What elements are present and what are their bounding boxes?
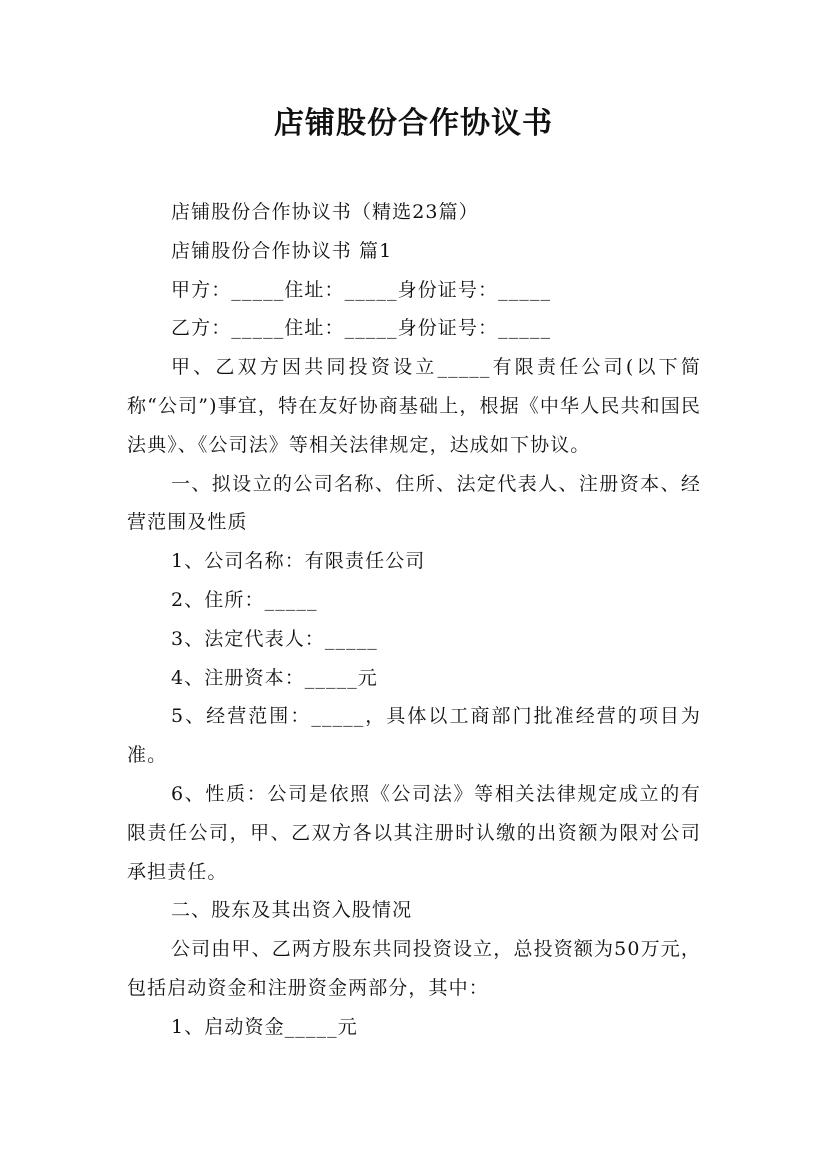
investment-paragraph: 公司由甲、乙两方股东共同投资设立，总投资额为50万元，包括启动资金和注册资金两部分，其中：: [127, 938, 701, 999]
clause-item: 2、住所：_____: [171, 588, 318, 611]
clause-heading-1: 一、拟设立的公司名称、住所、法定代表人、注册资本、经营范围及性质: [127, 472, 701, 534]
clause-item: 1、启动资金_____元: [171, 1015, 358, 1038]
preamble-paragraph: 甲、乙双方因共同投资设立_____有限责任公司(以下简称“公司”)事宜，特在友好协商基础上，根据《中华人民共和国民法典》、《公司法》等相关法律规定，达成如下协议。: [127, 356, 701, 456]
party-a-line: 甲方：_____住址：_____身份证号：_____: [171, 278, 552, 301]
party-b-line: 乙方：_____住址：_____身份证号：_____: [171, 317, 552, 340]
clause-item: 1、公司名称：有限责任公司: [171, 550, 426, 573]
section-heading-paragraph: 店铺股份合作协议书 篇1: [171, 239, 393, 262]
document-title: 店铺股份合作协议书: [274, 106, 553, 141]
clause-item: 5、经营范围：_____，具体以工商部门批准经营的项目为准。: [127, 705, 701, 767]
subtitle-paragraph: 店铺股份合作协议书（精选23篇）: [171, 201, 479, 223]
document-body: [127, 193, 701, 1047]
clause-item: 3、法定代表人：_____: [171, 627, 378, 650]
clause-heading-2: 二、股东及其出资入股情况: [171, 899, 413, 922]
clause-item: 6、性质：公司是依照《公司法》等相关法律规定成立的有限责任公司，甲、乙双方各以其注册时认缴的出资额为限对公司承担责任。: [127, 782, 701, 883]
clause-item: 4、注册资本：_____元: [171, 666, 378, 689]
